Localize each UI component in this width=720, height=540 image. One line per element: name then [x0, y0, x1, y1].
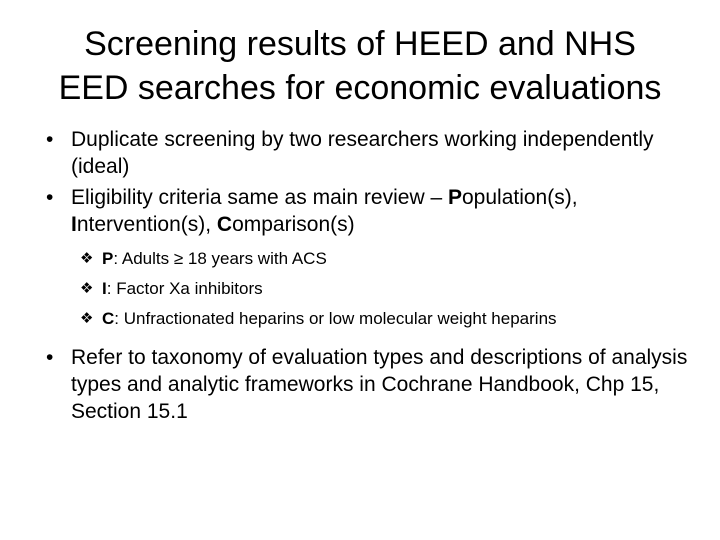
diamond-bullet-icon: ❖ — [80, 310, 94, 327]
pico-text: Unfractionated heparins or low molecular weight heparins — [123, 309, 557, 328]
bullet-icon: • — [46, 186, 54, 209]
pico-separator: : — [106, 279, 117, 298]
intervention-initial: I — [71, 213, 77, 236]
pico-text: Adults ≥ 18 years with ACS — [121, 249, 327, 268]
pico-label: C — [102, 309, 115, 328]
population-rest: opulation(s), — [461, 186, 578, 209]
pico-item — [80, 278, 696, 300]
intervention-rest: ntervention(s), — [76, 213, 217, 236]
pico-label: I — [102, 279, 107, 298]
pico-list — [46, 248, 696, 330]
pico-text: Factor Xa inhibitors — [116, 279, 263, 298]
bullet-item — [46, 184, 696, 238]
bullet-item — [46, 344, 696, 425]
diamond-bullet-icon: ❖ — [80, 280, 94, 297]
pico-separator: : — [114, 309, 124, 328]
title-line-2: EED searches for economic evaluations — [58, 69, 662, 107]
bullet-icon: • — [46, 346, 54, 369]
bullet-text: Refer to taxonomy of evaluation types and descriptions of analysis types and analytic frameworks in Cochrane Handbook, Chp 15, Section 15.1 — [71, 346, 688, 423]
bullet-text — [71, 186, 578, 236]
pico-item — [80, 248, 696, 270]
pico-separator: : — [113, 249, 122, 268]
slide-body — [46, 126, 696, 429]
slide-title — [20, 22, 700, 110]
pico-label: P — [102, 249, 114, 268]
title-line-1: Screening results of HEED and NHS — [84, 25, 636, 63]
comparison-initial: C — [216, 213, 233, 236]
bullet-icon: • — [46, 128, 54, 151]
pico-item — [80, 308, 696, 330]
comparison-rest: omparison(s) — [232, 213, 355, 236]
criteria-intro: Eligibility criteria same as main review – — [71, 186, 448, 209]
bullet-item — [46, 126, 696, 180]
diamond-bullet-icon: ❖ — [80, 250, 94, 267]
population-initial: P — [447, 186, 462, 209]
bullet-text: Duplicate screening by two researchers working independently (ideal) — [71, 128, 654, 178]
